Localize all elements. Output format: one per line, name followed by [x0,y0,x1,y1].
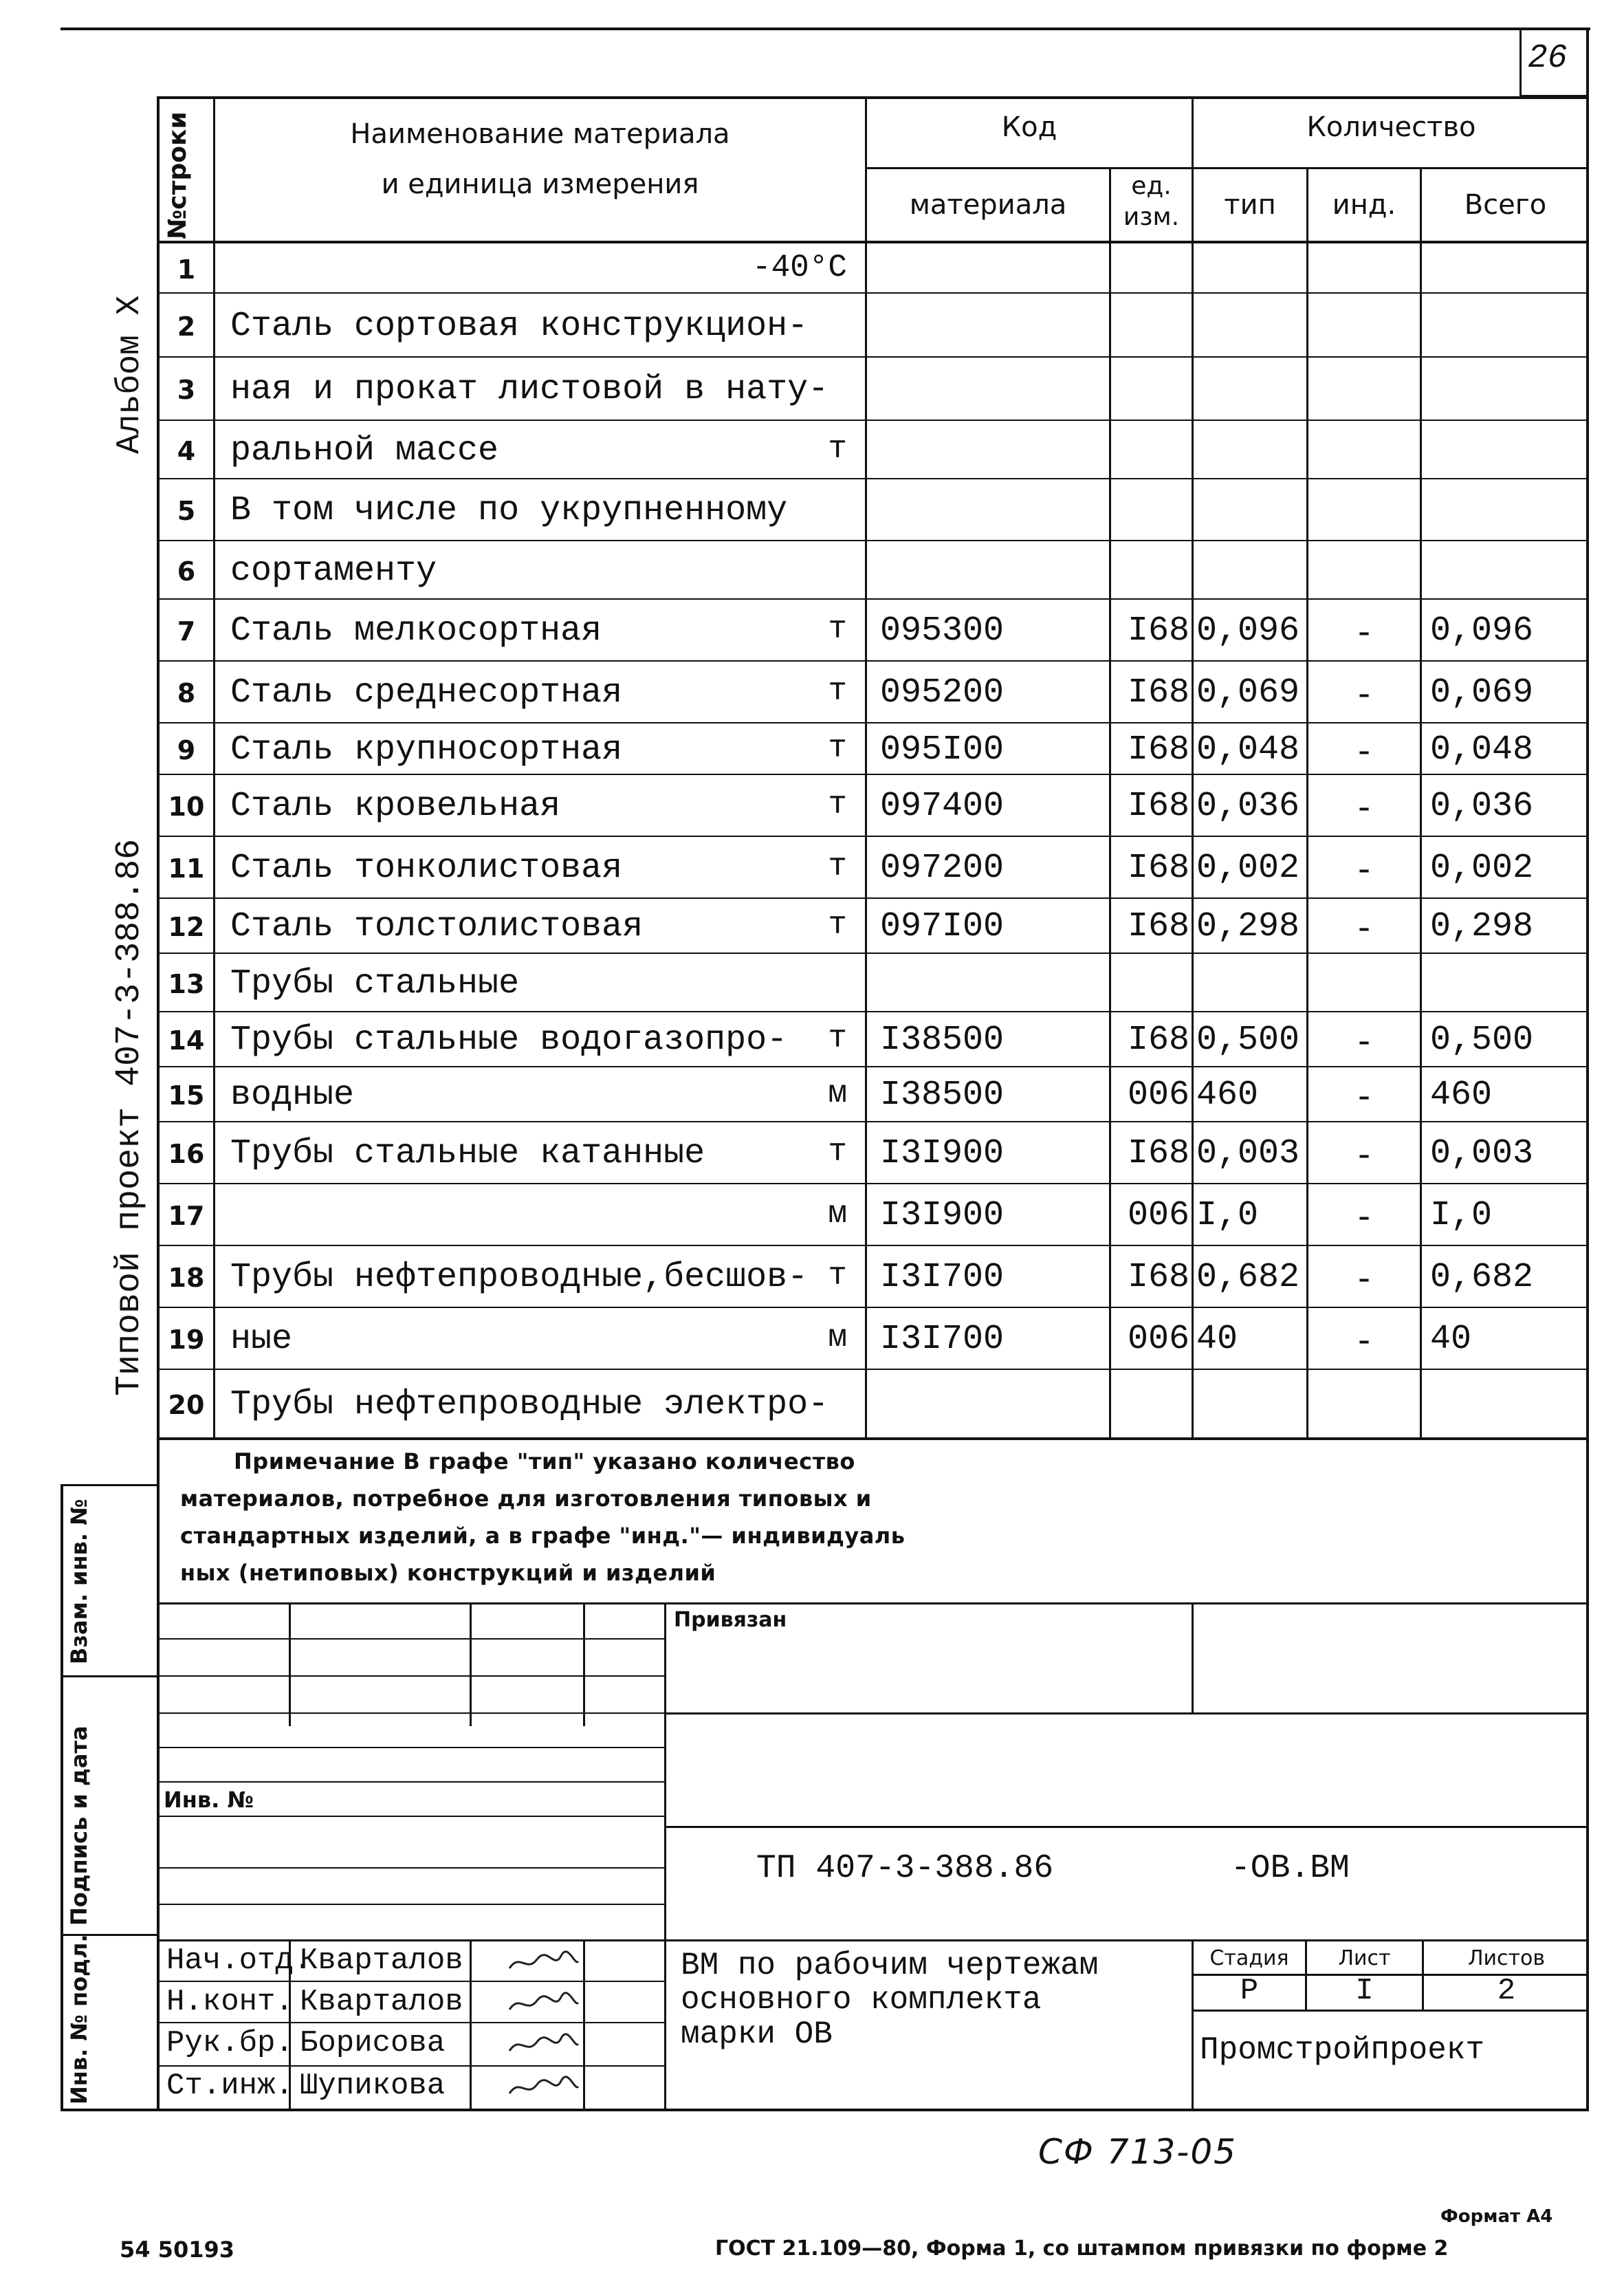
row-16-right: т [828,1134,847,1170]
bottom-left-code: 54 50193 [120,2236,234,2263]
row-7-ind: - [1357,611,1371,651]
row-17-mat: I3I900 [880,1196,1005,1235]
row-14-right: т [828,1021,847,1056]
handwritten-code: СФ 713-05 [1038,2132,1237,2172]
row-15-mat: I38500 [880,1076,1005,1115]
row-18-name: Трубы нефтепроводные,бесшов- [230,1258,809,1297]
row-separator [157,292,1589,294]
inv-orig-label: Инв. № подл. [66,1934,92,2104]
sheet-header: Лист [1338,1946,1391,1970]
row-12-ind: - [1357,907,1371,947]
row-8-name: Сталь среднесортная [230,673,623,712]
row-12-name: Сталь толстолистовая [230,907,644,946]
row-11-typ: 0,002 [1196,849,1300,888]
row-16-total: 0,003 [1430,1134,1534,1173]
row-15-typ: 460 [1196,1076,1259,1115]
row-separator [157,836,1589,837]
row-15-ind: - [1357,1076,1371,1115]
row-16-typ: 0,003 [1196,1134,1300,1173]
signer-role: Рук.бр. [166,2026,294,2060]
row-1-n: 1 [177,254,196,285]
signer-role: Нач.отд. [166,1944,312,1978]
row-14-unit: I68 [1127,1021,1189,1060]
row-7-n: 7 [177,616,196,647]
header-name-line1: Наименование материала [350,118,730,150]
row-14-total: 0,500 [1430,1021,1534,1060]
signer-name: Кварталов [300,1944,463,1978]
row-12-typ: 0,298 [1196,907,1300,946]
organization: Промстройпроект [1200,2032,1485,2068]
row-7-total: 0,096 [1430,611,1534,651]
header-row-no: №строки [164,111,192,239]
gost-footer: ГОСТ 21.109—80, Форма 1, со штампом привязки по форме 2 [715,2236,1449,2261]
row-19-total: 40 [1430,1320,1472,1359]
row-separator [157,420,1589,421]
row-7-right: т [828,611,847,647]
row-8-total: 0,069 [1430,673,1534,712]
row-separator [157,598,1589,600]
row-18-mat: I3I700 [880,1258,1005,1297]
header-q-ind: инд. [1332,189,1396,221]
row-12-mat: 097I00 [880,907,1005,946]
row-11-right: т [828,849,847,884]
sheets-header: Листов [1467,1946,1546,1970]
row-16-unit: I68 [1127,1134,1189,1173]
doc-code-right: -ОВ.ВМ [1231,1850,1350,1887]
row-8-mat: 095200 [880,673,1005,712]
row-separator [157,1183,1589,1184]
note-line4: ных (нетиповых) конструкций и изделий [180,1560,716,1586]
row-16-ind: - [1357,1134,1371,1174]
row-separator [157,722,1589,723]
row-9-mat: 095I00 [880,730,1005,770]
signer-name: Шупикова [300,2069,446,2103]
row-separator [157,660,1589,662]
row-20-name: Трубы нефтепроводные электро- [230,1385,829,1424]
row-11-mat: 097200 [880,849,1005,888]
row-11-n: 11 [168,853,205,884]
row-18-unit: I68 [1127,1258,1189,1297]
doc-title-line2: основного комплекта [681,1982,1042,2018]
row-14-n: 14 [168,1025,205,1056]
row-12-right: т [828,907,847,943]
row-7-typ: 0,096 [1196,611,1300,651]
row-separator [157,774,1589,775]
row-12-total: 0,298 [1430,907,1534,946]
row-11-unit: I68 [1127,849,1189,888]
row-16-mat: I3I900 [880,1134,1005,1173]
signer-role: Ст.инж. [166,2069,294,2103]
row-14-ind: - [1357,1021,1371,1060]
row-6-name: сортаменту [230,551,437,591]
row-7-unit: I68 [1127,611,1189,651]
note-line3: стандартных изделий, а в графе "инд."— индивидуаль [180,1523,906,1549]
row-7-mat: 095300 [880,611,1005,651]
row-13-n: 13 [168,968,205,999]
row-15-n: 15 [168,1080,205,1111]
row-4-name: ральной массе [230,431,499,470]
row-9-right: т [828,730,847,766]
inv-no-label: Инв. № [164,1787,254,1813]
row-separator [157,953,1589,954]
sheet-value: I [1355,1974,1374,2008]
row-5-n: 5 [177,496,196,527]
row-12-n: 12 [168,912,205,943]
row-17-total: I,0 [1430,1196,1493,1235]
privyazan-label: Привязан [674,1608,787,1632]
row-3-name: ная и прокат листовой в нату- [230,370,829,409]
header-code: Код [1001,111,1057,143]
row-4-right: т [828,431,847,467]
row-16-n: 16 [168,1139,205,1170]
note-line1: Примечание В графе "тип" указано количество [234,1448,855,1474]
row-17-n: 17 [168,1201,205,1232]
row-15-total: 460 [1430,1076,1493,1115]
row-9-n: 9 [177,734,196,765]
row-3-n: 3 [177,375,196,406]
row-separator [157,1066,1589,1067]
row-8-unit: I68 [1127,673,1189,712]
row-6-n: 6 [177,556,196,587]
row-separator [157,1011,1589,1012]
row-9-typ: 0,048 [1196,730,1300,770]
sign-date-label: Подпись и дата [66,1726,92,1926]
signer-role: Н.конт. [166,1985,294,2019]
sheets-value: 2 [1497,1974,1516,2008]
doc-code-left: ТП 407-3-388.86 [756,1850,1054,1887]
row-19-mat: I3I700 [880,1320,1005,1359]
row-9-unit: I68 [1127,730,1189,770]
doc-title-line1: ВМ по рабочим чертежам [681,1948,1099,1983]
row-separator [157,1121,1589,1122]
row-13-name: Трубы стальные [230,964,520,1003]
row-separator [157,897,1589,899]
row-8-n: 8 [177,678,196,709]
row-2-name: Сталь сортовая конструкцион- [230,306,809,346]
row-18-ind: - [1357,1258,1371,1298]
row-5-name: В том числе по укрупненному [230,491,788,530]
format-label: Формат А4 [1440,2206,1553,2227]
stage-header: Стадия [1209,1946,1289,1970]
row-20-n: 20 [168,1390,205,1421]
header-code-unit-l1: ед. [1131,172,1172,200]
row-7-name: Сталь мелкосортная [230,611,602,651]
header-code-unit-l2: изм. [1123,203,1180,231]
row-14-mat: I38500 [880,1021,1005,1060]
row-8-ind: - [1357,673,1371,713]
row-8-right: т [828,673,847,709]
row-1-right: -40°C [751,250,847,285]
row-separator [157,356,1589,358]
row-12-unit: I68 [1127,907,1189,946]
row-10-name: Сталь кровельная [230,787,561,826]
row-15-name: водные [230,1076,355,1115]
signature-scribble [506,1990,582,2018]
row-10-ind: - [1357,787,1371,827]
row-19-ind: - [1357,1320,1371,1360]
row-10-total: 0,036 [1430,787,1534,826]
row-9-name: Сталь крупносортная [230,730,623,770]
row-17-unit: 006 [1127,1196,1189,1235]
page-number: 26 [1528,40,1568,77]
header-code-material: материала [909,189,1067,221]
header-q-type: тип [1224,189,1276,221]
signer-name: Кварталов [300,1985,463,2019]
header-q-total: Всего [1464,189,1547,221]
row-separator [157,1307,1589,1308]
row-9-total: 0,048 [1430,730,1534,770]
row-4-n: 4 [177,435,196,466]
row-19-name: ные [230,1320,293,1359]
row-16-name: Трубы стальные катанные [230,1134,705,1173]
row-19-typ: 40 [1196,1320,1238,1359]
row-10-mat: 097400 [880,787,1005,826]
row-19-right: м [828,1320,847,1356]
album-label: Альбом X [111,295,149,454]
row-2-n: 2 [177,311,196,342]
row-11-ind: - [1357,849,1371,889]
row-18-total: 0,682 [1430,1258,1534,1297]
row-14-name: Трубы стальные водогазопро- [230,1021,788,1060]
project-label: Типовой проект 407-3-388.86 [110,838,149,1396]
row-separator [157,478,1589,479]
row-10-typ: 0,036 [1196,787,1300,826]
signature-scribble [506,2032,582,2059]
row-11-name: Сталь тонколистовая [230,849,623,888]
signature-scribble [506,1949,582,1977]
header-quantity: Количество [1306,111,1476,143]
signature-scribble [506,2074,582,2102]
row-separator [157,1245,1589,1246]
inv-vzam-label: Взам. инв. № [66,1499,92,1664]
row-10-n: 10 [168,792,205,823]
row-19-n: 19 [168,1325,205,1356]
row-15-unit: 006 [1127,1076,1189,1115]
header-name-line2: и единица измерения [381,168,699,200]
row-10-right: т [828,787,847,823]
row-9-ind: - [1357,730,1371,770]
row-separator [157,540,1589,541]
stage-value: Р [1240,1974,1259,2008]
row-18-typ: 0,682 [1196,1258,1300,1297]
row-10-unit: I68 [1127,787,1189,826]
doc-title-line3: марки ОВ [681,2016,833,2052]
row-separator [157,1369,1589,1370]
row-17-right: м [828,1196,847,1232]
row-11-total: 0,002 [1430,849,1534,888]
row-17-typ: I,0 [1196,1196,1259,1235]
row-19-unit: 006 [1127,1320,1189,1359]
row-15-right: м [828,1076,847,1111]
row-17-ind: - [1357,1196,1371,1236]
row-14-typ: 0,500 [1196,1021,1300,1060]
signer-name: Борисова [300,2026,446,2060]
row-18-right: т [828,1258,847,1294]
row-18-n: 18 [168,1263,205,1294]
note-line2: материалов, потребное для изготовления типовых и [180,1485,872,1512]
row-8-typ: 0,069 [1196,673,1300,712]
